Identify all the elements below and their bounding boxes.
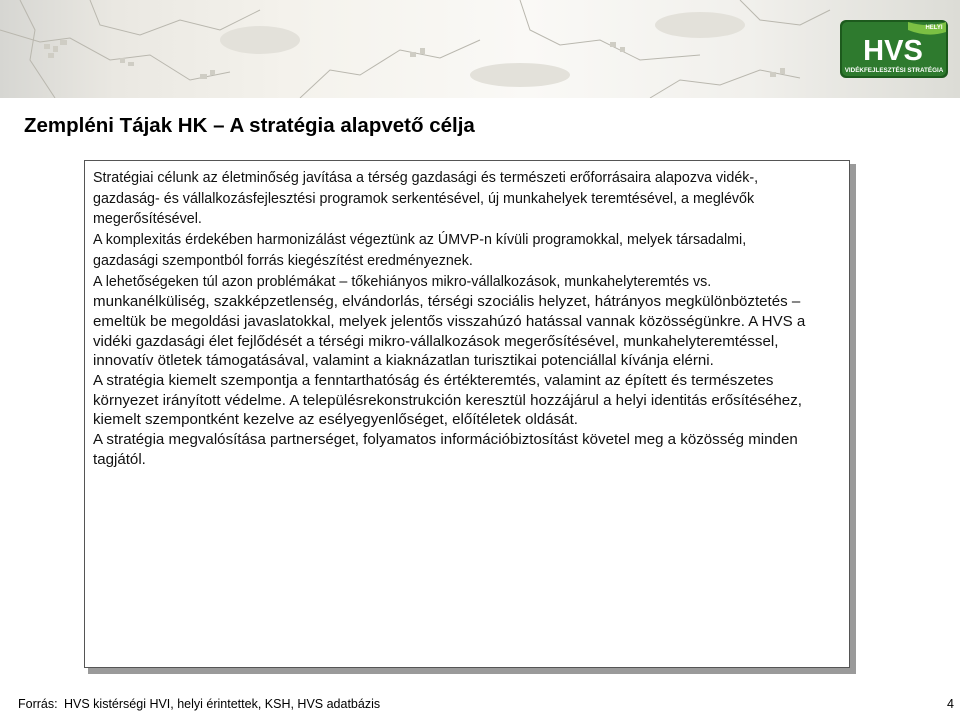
body-line: A stratégia kiemelt szempontja a fenntarthatóság és értékteremtés, valamint az épített és természetes	[93, 372, 774, 390]
body-line: Stratégiai célunk az életminőség javítása a térség gazdasági és természeti erőforrásaira alapozva vidék-,	[93, 170, 759, 186]
body-line: A komplexitás érdekében harmonizálást végeztünk az ÚMVP-n kívüli programokkal, melyek társadalmi,	[93, 232, 747, 249]
body-line: vidéki gazdasági élet fejlődését a térségi mikro-vállalkozások megerősítésével, munkahelyteremtéssel,	[93, 332, 779, 350]
source-text: HVS kistérségi HVI, helyi érintettek, KSH, HVS adatbázis	[64, 697, 381, 711]
logo-sub-text: VIDÉKFEJLESZTÉSI STRATÉGIA	[844, 67, 944, 74]
slide-title: Zempléni Tájak HK – A stratégia alapvető célja	[24, 114, 475, 137]
body-line: környezet irányított védelme. A településrekonstrukción keresztül hozzájárul a helyi identitás erősítéséhez,	[93, 391, 802, 409]
body-line: kiemelt szempontként kezelve az esélyegyenlőséget, előítéletek oldását.	[93, 411, 578, 429]
strategy-text-box	[84, 160, 850, 668]
source-footer	[18, 697, 380, 711]
body-line: innovatív ötletek támogatásával, valamint a kiaknázatlan turisztikai potenciállal kívánja elérni.	[93, 352, 714, 370]
page-number: 4	[947, 697, 954, 711]
logo-top-text: HELYI	[925, 25, 943, 31]
body-line: munkanélküliség, szakképzetlenség, elvándorlás, térségi szociális helyzet, hátrányos megkülönböztetés –	[93, 293, 801, 311]
aerial-map-image	[0, 0, 960, 98]
body-line: emeltük be megoldási javaslatokkal, melyek jelentős visszahúzó hatással vannak közösségünkre. A HVS a	[93, 312, 806, 330]
body-line: A lehetőségeken túl azon problémákat – tőkehiányos mikro-vállalkozások, munkahelyteremtés vs.	[93, 273, 712, 290]
header-banner	[0, 0, 960, 98]
body-line: gazdaság- és vállalkozásfejlesztési programok serkentésével, új munkahelyek teremtésével, a meglévők	[93, 190, 755, 207]
body-line: tagjától.	[93, 450, 146, 468]
source-label: Forrás:	[18, 697, 58, 711]
body-line: A stratégia megvalósítása partnerséget, folyamatos információbiztosítást követel meg a közösség minden	[93, 431, 798, 449]
logo-main-text: HVS	[863, 35, 923, 67]
body-line: gazdasági szempontból forrás kiegészítést eredményeznek.	[93, 252, 473, 269]
hvs-logo	[838, 18, 950, 80]
body-line: megerősítésével.	[93, 211, 202, 228]
